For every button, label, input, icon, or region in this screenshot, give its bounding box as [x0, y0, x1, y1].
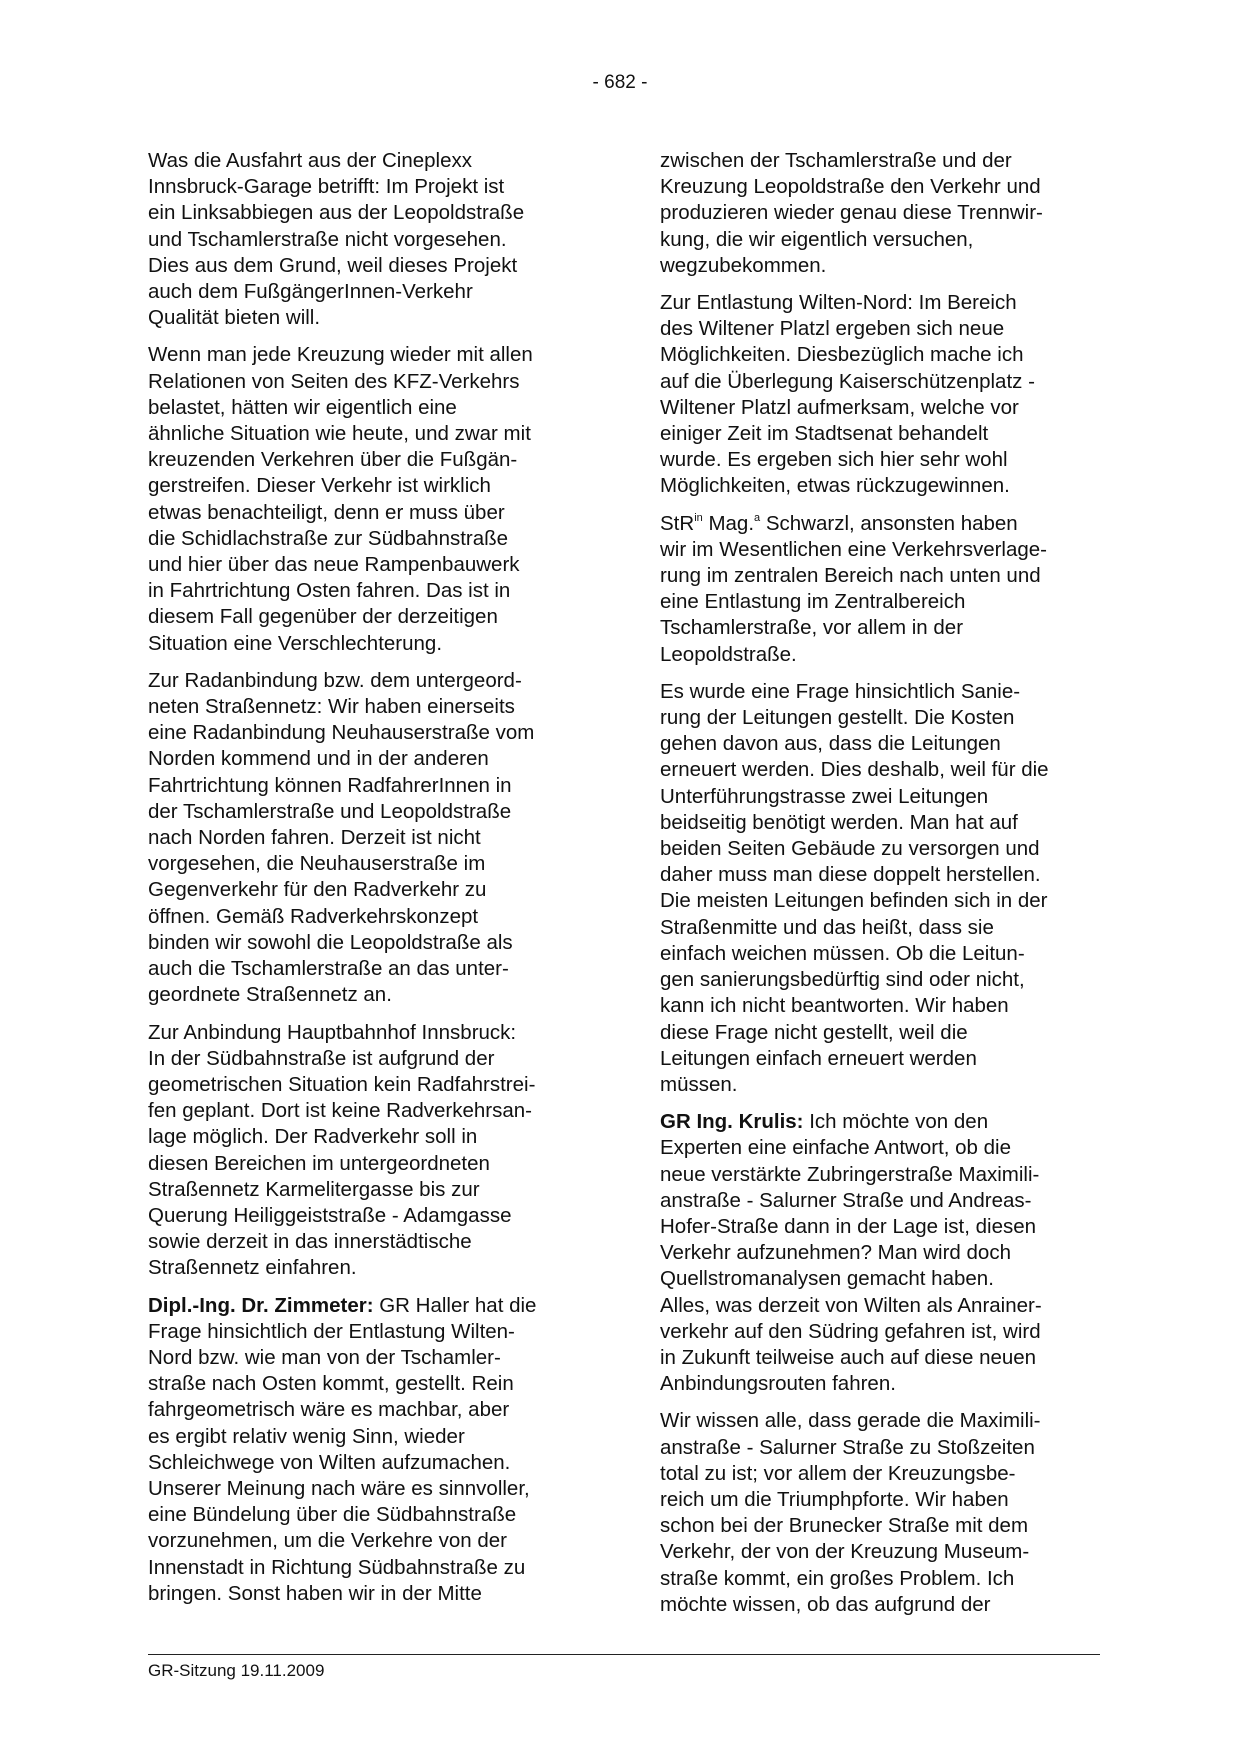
text-line: Gegenverkehr für den Radverkehr zu	[148, 878, 487, 902]
text-line	[148, 1293, 588, 1319]
text-line: schon bei der Brunecker Straße mit dem	[660, 1514, 1029, 1538]
text-line: lage möglich. Der Radverkehr soll in	[148, 1125, 478, 1149]
text-line: müssen.	[660, 1072, 738, 1096]
text-line: neten Straßennetz: Wir haben einerseits	[148, 695, 515, 719]
text-line: und hier über das neue Rampenbauwerk	[148, 553, 520, 577]
text-line: Innsbruck-Garage betrifft: Im Projekt ist	[148, 175, 505, 199]
text-line: straße kommt, ein großes Problem. Ich	[660, 1566, 1015, 1590]
paragraph	[148, 668, 588, 1009]
text-run: Schwarzl, ansonsten haben	[760, 511, 1018, 535]
text-line: Quellstromanalysen gemacht haben.	[660, 1267, 994, 1291]
text-line: eine Bündelung über die Südbahnstraße	[148, 1503, 517, 1527]
text-line: Qualität bieten will.	[148, 306, 321, 330]
text-line: rung der Leitungen gestellt. Die Kosten	[660, 706, 1015, 730]
text-line: wurde. Es ergeben sich hier sehr wohl	[660, 448, 1008, 472]
paragraph	[148, 342, 588, 656]
text-line: wir im Wesentlichen eine Verkehrsverlage-	[660, 537, 1048, 561]
text-line: Nord bzw. wie man von der Tschamler-	[148, 1345, 501, 1369]
text-line: In der Südbahnstraße ist aufgrund der	[148, 1046, 495, 1070]
text-line: gerstreifen. Dieser Verkehr ist wirklich	[148, 474, 491, 498]
footer-divider	[148, 1654, 1100, 1655]
text-line: Unserer Meinung nach wäre es sinnvoller,	[148, 1476, 530, 1500]
text-line: der Tschamlerstraße und Leopoldstraße	[148, 799, 512, 823]
text-line: Relationen von Seiten des KFZ-Verkehrs	[148, 369, 520, 393]
footer-session-date: GR-Sitzung 19.11.2009	[148, 1661, 325, 1680]
text-line: Wir wissen alle, dass gerade die Maximili-	[660, 1409, 1041, 1433]
page-number: - 682 -	[592, 72, 648, 93]
text-line: kann ich nicht beantworten. Wir haben	[660, 994, 1009, 1018]
text-line: Situation eine Verschlechterung.	[148, 631, 443, 655]
paragraph	[148, 1020, 588, 1282]
text-line: Frage hinsichtlich der Entlastung Wilten-	[148, 1319, 515, 1343]
text-line: fahrgeometrisch wäre es machbar, aber	[148, 1398, 510, 1422]
speaker-name: Dipl.-Ing. Dr. Zimmeter:	[148, 1293, 374, 1317]
text-line: Straßennetz Karmelitergasse bis zur	[148, 1177, 480, 1201]
text-line: Tschamlerstraße, vor allem in der	[660, 616, 964, 640]
text-line: beiden Seiten Gebäude zu versorgen und	[660, 837, 1040, 861]
left-column	[148, 148, 588, 1618]
text-line: geordnete Straßennetz an.	[148, 983, 392, 1007]
text-line: auch dem FußgängerInnen-Verkehr	[148, 280, 473, 304]
speaker-name: GR Ing. Krulis:	[660, 1110, 804, 1134]
text-line: Möglichkeiten, etwas rückzugewinnen.	[660, 474, 1010, 498]
text-line: daher muss man diese doppelt herstellen.	[660, 863, 1041, 887]
text-line: produzieren wieder genau diese Trennwir-	[660, 201, 1043, 225]
text-line: nach Norden fahren. Derzeit ist nicht	[148, 826, 481, 850]
text-line: einiger Zeit im Stadtsenat behandelt	[660, 422, 989, 446]
text-line: eine Radanbindung Neuhauserstraße vom	[148, 721, 535, 745]
text-line: Alles, was derzeit von Wilten als Anrainer-	[660, 1293, 1042, 1317]
text-line: gen sanierungsbedürftig sind oder nicht,	[660, 968, 1025, 992]
text-line: Dies aus dem Grund, weil dieses Projekt	[148, 253, 518, 277]
text-line: kreuzenden Verkehren über die Fußgän-	[148, 448, 518, 472]
text-line: neue verstärkte Zubringerstraße Maximili-	[660, 1162, 1040, 1186]
text-line: Norden kommend und in der anderen	[148, 747, 489, 771]
text-line: diese Frage nicht gestellt, weil die	[660, 1020, 968, 1044]
text-line: Anbindungsrouten fahren.	[660, 1372, 896, 1396]
text-line: Hofer-Straße dann in der Lage ist, diesen	[660, 1214, 1037, 1238]
text-line: anstraße - Salurner Straße und Andreas-	[660, 1188, 1032, 1212]
text-line: möchte wissen, ob das aufgrund der	[660, 1592, 991, 1616]
text-line: vorzunehmen, um die Verkehre von der	[148, 1529, 507, 1553]
text-line: anstraße - Salurner Straße zu Stoßzeiten	[660, 1435, 1035, 1459]
text-line: gehen davon aus, dass die Leitungen	[660, 732, 1001, 756]
text-line: Wiltener Platzl aufmerksam, welche vor	[660, 395, 1019, 419]
text-run: Ich möchte von den	[803, 1110, 989, 1134]
text-line: beidseitig benötigt werden. Man hat auf	[660, 810, 1018, 834]
text-line: in Fahrtrichtung Osten fahren. Das ist in	[148, 579, 511, 603]
paragraph	[660, 290, 1100, 500]
text-line: auch die Tschamlerstraße an das unter-	[148, 957, 509, 981]
text-line: die Schidlachstraße zur Südbahnstraße	[148, 526, 509, 550]
title-abbrev: StR	[660, 511, 695, 535]
text-line: des Wiltener Platzl ergeben sich neue	[660, 317, 1005, 341]
text-line: Schleichwege von Wilten aufzumachen.	[148, 1450, 511, 1474]
text-line: belastet, hätten wir eigentlich eine	[148, 395, 457, 419]
text-line: total zu ist; vor allem der Kreuzungsbe-	[660, 1461, 1016, 1485]
text-line: kung, die wir eigentlich versuchen,	[660, 227, 974, 251]
text-line: Leopoldstraße.	[660, 642, 797, 666]
text-line: Straßennetz einfahren.	[148, 1256, 357, 1280]
text-line: Experten eine einfache Antwort, ob die	[660, 1136, 1012, 1160]
text-line: Wenn man jede Kreuzung wieder mit allen	[148, 343, 533, 367]
text-line: geometrischen Situation kein Radfahrstrei-	[148, 1072, 536, 1096]
text-line: straße nach Osten kommt, gestellt. Rein	[148, 1372, 514, 1396]
text-line: ähnliche Situation wie heute, und zwar mit	[148, 422, 531, 446]
text-line: Kreuzung Leopoldstraße den Verkehr und	[660, 175, 1041, 199]
text-line: vorgesehen, die Neuhauserstraße im	[148, 852, 486, 876]
text-line: wegzubekommen.	[660, 253, 827, 277]
text-line: einfach weichen müssen. Ob die Leitun-	[660, 941, 1025, 965]
text-line: diesem Fall gegenüber der derzeitigen	[148, 605, 498, 629]
text-line: Möglichkeiten. Diesbezüglich mache ich	[660, 343, 1024, 367]
text-line: sowie derzeit in das innerstädtische	[148, 1230, 472, 1254]
text-line: diesen Bereichen im untergeordneten	[148, 1151, 490, 1175]
text-line: Die meisten Leitungen befinden sich in der	[660, 889, 1048, 913]
paragraph	[660, 511, 1100, 668]
text-line: Querung Heiliggeiststraße - Adamgasse	[148, 1203, 512, 1227]
superscript: a	[754, 511, 761, 524]
text-line: Fahrtrichtung können RadfahrerInnen in	[148, 773, 512, 797]
text-line: reich um die Triumphpforte. Wir haben	[660, 1487, 1009, 1511]
text-line: Verkehr aufzunehmen? Man wird doch	[660, 1241, 1011, 1265]
title-abbrev: Mag.	[702, 511, 755, 535]
text-line: und Tschamlerstraße nicht vorgesehen.	[148, 227, 507, 251]
text-run: GR Haller hat die	[373, 1293, 537, 1317]
text-line: verkehr auf den Südring gefahren ist, wird	[660, 1319, 1041, 1343]
text-line: auf die Überlegung Kaiserschützenplatz -	[660, 369, 1035, 393]
paragraph	[660, 1408, 1100, 1618]
text-line: binden wir sowohl die Leopoldstraße als	[148, 930, 513, 954]
text-line: Zur Radanbindung bzw. dem untergeord-	[148, 668, 522, 692]
text-line: eine Entlastung im Zentralbereich	[660, 590, 966, 614]
text-line: etwas benachteiligt, denn er muss über	[148, 500, 505, 524]
text-line: erneuert werden. Dies deshalb, weil für die	[660, 758, 1049, 782]
text-line: bringen. Sonst haben wir in der Mitte	[148, 1581, 482, 1605]
text-line: rung im zentralen Bereich nach unten und	[660, 564, 1041, 588]
text-line: Verkehr, der von der Kreuzung Museum-	[660, 1540, 1030, 1564]
superscript: in	[694, 511, 703, 524]
paragraph	[660, 679, 1100, 1098]
text-line	[660, 511, 1100, 537]
text-line: Straßenmitte und das heißt, dass sie	[660, 915, 994, 939]
text-line: Was die Ausfahrt aus der Cineplexx	[148, 149, 472, 172]
paragraph	[148, 1293, 588, 1607]
text-line: fen geplant. Dort ist keine Radverkehrsan-	[148, 1099, 533, 1123]
paragraph	[660, 1109, 1100, 1397]
text-line: Leitungen einfach erneuert werden	[660, 1046, 977, 1070]
paragraph	[660, 148, 1100, 279]
text-line: Zur Anbindung Hauptbahnhof Innsbruck:	[148, 1020, 517, 1044]
text-line: Es wurde eine Frage hinsichtlich Sanie-	[660, 679, 1021, 703]
right-column	[660, 148, 1100, 1629]
text-line: Unterführungstrasse zwei Leitungen	[660, 784, 989, 808]
text-line: Zur Entlastung Wilten-Nord: Im Bereich	[660, 291, 1017, 315]
text-line: in Zukunft teilweise auch auf diese neuen	[660, 1345, 1037, 1369]
paragraph	[148, 148, 588, 331]
text-line: zwischen der Tschamlerstraße und der	[660, 149, 1012, 172]
text-line	[660, 1109, 1100, 1135]
text-line: öffnen. Gemäß Radverkehrskonzept	[148, 904, 479, 928]
text-line: ein Linksabbiegen aus der Leopoldstraße	[148, 201, 525, 225]
text-line: es ergibt relativ wenig Sinn, wieder	[148, 1424, 465, 1448]
text-line: Innenstadt in Richtung Südbahnstraße zu	[148, 1555, 526, 1579]
